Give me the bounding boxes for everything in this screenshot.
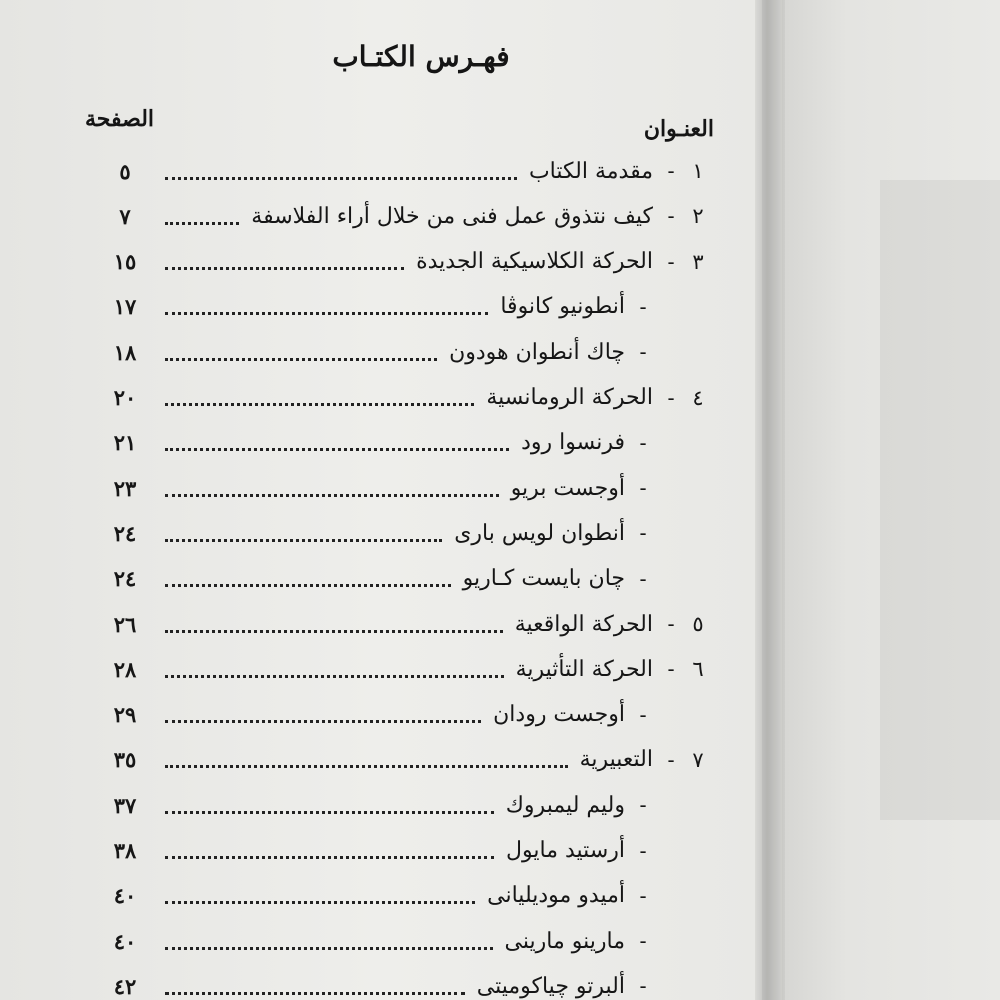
entry-title: كيف نتذوق عمل فنى من خلال أراء الفلاسفة [251, 203, 653, 229]
entry-title: فرنسوا رود [521, 430, 625, 456]
toc-entry [95, 240, 713, 284]
column-header-title: العنـوان [643, 116, 714, 142]
entry-title: أوجست رودان [493, 702, 625, 728]
entry-dash: - [667, 159, 675, 183]
book-spine-shadow [755, 0, 785, 1000]
entry-title: الحركة الواقعية [514, 611, 653, 637]
show-through-shadow [880, 180, 1000, 820]
entry-number: ٥ [692, 612, 704, 636]
entry-page-number: ٢٠ [113, 385, 137, 410]
toc-entry [95, 194, 713, 238]
entry-page-number: ٢٩ [113, 702, 137, 728]
toc-entry [95, 421, 713, 465]
entry-number: ٦ [692, 657, 704, 682]
dot-leader [165, 177, 517, 180]
entry-dash: - [639, 430, 647, 455]
dot-leader [165, 811, 494, 814]
dot-leader [165, 539, 442, 542]
entry-dash: - [667, 204, 675, 229]
dot-leader [165, 403, 474, 406]
entry-dash: - [639, 566, 647, 591]
entry-page-number: ٢٤ [113, 566, 137, 592]
entry-page-number: ٧ [119, 203, 131, 229]
dot-leader [165, 675, 504, 678]
entry-number: ٧ [692, 747, 704, 772]
entry-title: الحركة الرومانسية [486, 385, 653, 410]
entry-page-number: ٤٠ [113, 883, 137, 909]
dot-leader [165, 222, 239, 225]
dot-leader [165, 267, 404, 270]
entry-dash: - [667, 747, 675, 772]
toc-entry [95, 693, 713, 737]
entry-title: أرستيد مايول [506, 838, 625, 863]
entry-dash: - [639, 974, 647, 999]
dot-leader [165, 358, 437, 361]
dot-leader [165, 720, 481, 723]
dot-leader [165, 448, 509, 451]
dot-leader [165, 765, 568, 768]
entry-dash: - [639, 883, 647, 908]
entry-page-number: ٢٣ [113, 475, 137, 501]
dot-leader [165, 312, 488, 315]
entry-title: چاك أنطوان هودون [449, 339, 625, 365]
entry-dash: - [639, 294, 647, 319]
entry-page-number: ١٥ [113, 249, 137, 275]
entry-page-number: ٢٦ [113, 611, 137, 637]
entry-number: ٢ [692, 204, 704, 229]
entry-dash: - [639, 838, 647, 863]
entry-title: وليم ليمبروك [505, 792, 625, 818]
entry-page-number: ٢٤ [113, 520, 137, 546]
toc-entry [95, 376, 713, 420]
entry-dash: - [667, 249, 675, 274]
toc-entry [95, 602, 713, 646]
entry-dash: - [667, 657, 675, 682]
entry-title: الحركة الكلاسيكية الجديدة [416, 249, 653, 275]
entry-title: چان بايست كـاريو [462, 566, 625, 592]
entry-title: أميدو موديليانى [487, 883, 625, 909]
toc-entry [95, 783, 713, 827]
entry-page-number: ٣٥ [113, 747, 137, 773]
entry-dash: - [639, 521, 647, 546]
entry-title: ألبرتو چياكوميتى [476, 973, 625, 999]
toc-entry [95, 738, 713, 782]
toc-entry [95, 511, 713, 555]
entry-title: مارينو مارينى [504, 928, 625, 954]
dot-leader [165, 630, 503, 633]
dot-leader [165, 494, 499, 497]
column-header-page: الصفحة [85, 106, 155, 132]
toc-entry [95, 919, 713, 963]
entry-page-number: ١٧ [113, 294, 137, 320]
entry-page-number: ٣٧ [113, 792, 137, 818]
dot-leader [165, 584, 451, 587]
entry-dash: - [639, 793, 647, 818]
entry-page-number: ١٨ [113, 339, 137, 365]
page-title: فهـرس الكتـاب [332, 40, 510, 73]
entry-dash: - [639, 476, 647, 501]
toc-entry [95, 964, 713, 1000]
entry-title: أنطونيو كانوڤا [500, 294, 625, 320]
toc-entry [95, 149, 713, 193]
toc-entry [95, 874, 713, 918]
entry-number: ٣ [692, 249, 704, 274]
toc-entry [95, 466, 713, 510]
entry-title: الحركة التأثيرية [515, 656, 653, 682]
entry-dash: - [667, 612, 675, 636]
dot-leader [165, 856, 494, 859]
entry-page-number: ٣٨ [113, 838, 137, 863]
entry-dash: - [639, 702, 647, 727]
entry-title: أنطوان لويس بارى [454, 520, 625, 546]
toc-entry [95, 330, 713, 374]
entry-title: التعبيرية [579, 747, 653, 773]
toc-entry [95, 285, 713, 329]
dot-leader [165, 992, 465, 995]
entry-dash: - [639, 929, 647, 954]
dot-leader [165, 947, 493, 950]
entry-page-number: ٤٠ [113, 928, 137, 954]
toc-entry [95, 557, 713, 601]
entry-page-number: ٥ [119, 158, 131, 184]
entry-number: ١ [692, 159, 704, 183]
entry-page-number: ٢٨ [113, 656, 137, 682]
entry-page-number: ٢١ [113, 430, 137, 456]
toc-entry [95, 647, 713, 691]
entry-dash: - [639, 340, 647, 365]
entry-number: ٤ [692, 385, 704, 410]
entry-title: أوجست بريو [510, 475, 625, 501]
dot-leader [165, 901, 475, 904]
toc-entry [95, 829, 713, 873]
entry-dash: - [667, 385, 675, 410]
entry-page-number: ٤٢ [113, 973, 137, 999]
entry-title: مقدمة الكتاب [528, 158, 653, 184]
